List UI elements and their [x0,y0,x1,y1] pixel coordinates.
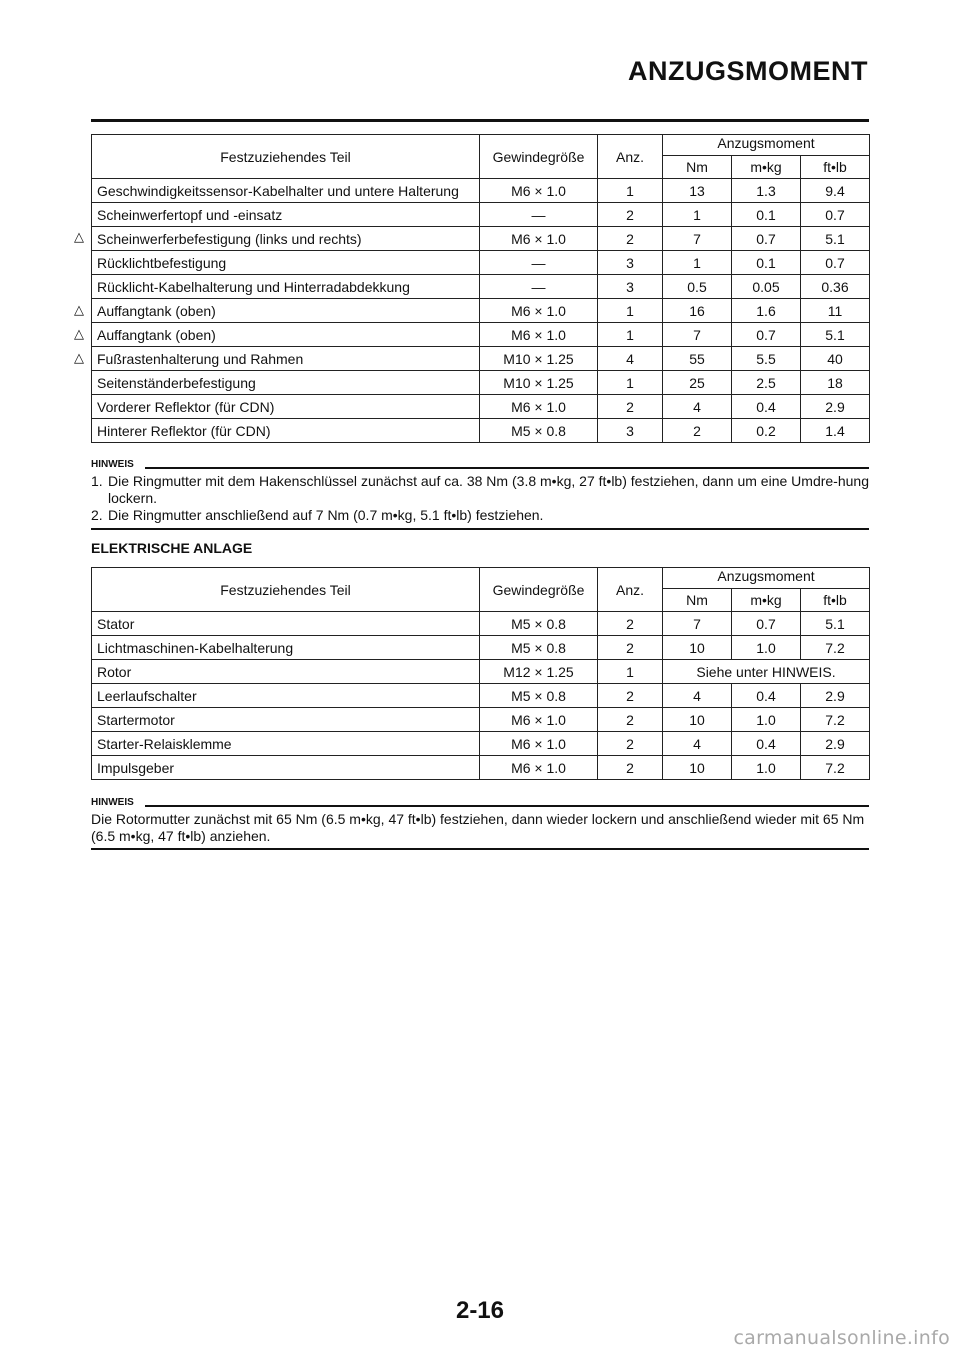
column-header-qty: Anz. [598,135,663,179]
note-heading [91,797,869,809]
cell-mkg: 0.1 [732,251,801,275]
column-header-qty: Anz. [598,568,663,612]
triangle-marker-icon: △ [74,325,84,341]
cell-qty: 2 [598,708,663,732]
column-header-torque: Anzugsmoment [663,135,870,156]
cell-ftlb: 11 [801,299,870,323]
cell-part: Lichtmaschinen-Kabelhalterung [92,636,480,660]
note-item-text: Die Ringmutter anschließend auf 7 Nm (0.7 m•kg, 5.1 ft•lb) festziehen. [108,507,544,523]
cell-qty: 4 [598,347,663,371]
table-row [92,323,870,347]
cell-thread: M6 × 1.0 [480,732,598,756]
cell-part: Fußrastenhalterung und Rahmen [92,347,480,371]
cell-qty: 1 [598,660,663,684]
cell-part: Vorderer Reflektor (für CDN) [92,395,480,419]
cell-part: Starter-Relaisklemme [92,732,480,756]
cell-part: Auffangtank (oben) [92,323,480,347]
cell-qty: 1 [598,179,663,203]
cell-ftlb: 9.4 [801,179,870,203]
cell-qty: 1 [598,323,663,347]
column-header-thread: Gewindegröße [480,568,598,612]
cell-nm: 10 [663,636,732,660]
cell-qty: 1 [598,371,663,395]
column-header-part: Festzuziehendes Teil [92,135,480,179]
table-row [92,251,870,275]
cell-mkg: 2.5 [732,371,801,395]
section-title: ELEKTRISCHE ANLAGE [91,540,253,556]
cell-qty: 2 [598,756,663,780]
cell-ftlb: 5.1 [801,612,870,636]
column-header-torque: Anzugsmoment [663,568,870,589]
cell-nm: 13 [663,179,732,203]
cell-qty: 2 [598,732,663,756]
note-end-rule [91,528,869,530]
watermark: carmanualsonline.info [733,1327,950,1349]
cell-thread: — [480,275,598,299]
cell-nm: 55 [663,347,732,371]
cell-thread: M6 × 1.0 [480,708,598,732]
note-heading [91,459,869,471]
cell-thread: M6 × 1.0 [480,756,598,780]
table-row [92,347,870,371]
cell-mkg: 0.1 [732,203,801,227]
cell-thread: M6 × 1.0 [480,227,598,251]
triangle-marker-icon: △ [74,349,84,365]
cell-thread: M10 × 1.25 [480,347,598,371]
cell-part: Leerlaufschalter [92,684,480,708]
cell-nm: 2 [663,419,732,443]
page-title: ANZUGSMOMENT [628,56,868,86]
cell-nm: 25 [663,371,732,395]
triangle-marker-icon: △ [74,301,84,317]
table-row [92,371,870,395]
cell-mkg: 1.3 [732,179,801,203]
column-header-mkg: m•kg [732,156,801,179]
table-row [92,660,870,684]
cell-mkg: 1.0 [732,756,801,780]
column-header-ftlb: ft•lb [801,156,870,179]
cell-qty: 2 [598,227,663,251]
cell-mkg: 5.5 [732,347,801,371]
cell-nm: 7 [663,612,732,636]
cell-mkg: 0.4 [732,732,801,756]
cell-thread: — [480,251,598,275]
note-label: HINWEIS [91,459,138,471]
cell-qty: 2 [598,636,663,660]
note-item-text: Die Ringmutter mit dem Hakenschlüssel zunächst auf ca. 38 Nm (3.8 m•kg, 27 ft•lb) festziehen, dann um eine Umdre-hung lockern. [108,473,869,506]
cell-nm: 10 [663,756,732,780]
cell-part: Rücklichtbefestigung [92,251,480,275]
cell-ftlb: 2.9 [801,732,870,756]
cell-thread: — [480,203,598,227]
cell-thread: M12 × 1.25 [480,660,598,684]
cell-ftlb: 0.36 [801,275,870,299]
cell-mkg: 0.7 [732,612,801,636]
cell-thread: M6 × 1.0 [480,395,598,419]
cell-nm: 7 [663,227,732,251]
cell-part: Scheinwerferbefestigung (links und rechts) [92,227,480,251]
cell-nm: 16 [663,299,732,323]
cell-ftlb: 0.7 [801,203,870,227]
cell-ftlb: 7.2 [801,636,870,660]
cell-part: Rotor [92,660,480,684]
cell-ftlb: 7.2 [801,708,870,732]
note-item-number: 2. [91,507,103,523]
cell-mkg: 0.7 [732,323,801,347]
cell-mkg: 1.0 [732,636,801,660]
cell-mkg: 0.4 [732,684,801,708]
cell-part: Scheinwerfertopf und -einsatz [92,203,480,227]
table-row [92,732,870,756]
table-row [92,299,870,323]
cell-thread: M6 × 1.0 [480,323,598,347]
cell-ftlb: 18 [801,371,870,395]
column-header-nm: Nm [663,156,732,179]
note-rule [145,805,869,807]
cell-part: Impulsgeber [92,756,480,780]
cell-ftlb: 1.4 [801,419,870,443]
cell-mkg: 0.05 [732,275,801,299]
note-end-rule [91,848,869,850]
triangle-marker-icon: △ [74,229,84,245]
cell-mkg: 1.0 [732,708,801,732]
cell-mkg: 0.4 [732,395,801,419]
cell-thread: M5 × 0.8 [480,612,598,636]
cell-ftlb: 40 [801,347,870,371]
cell-ftlb: 5.1 [801,227,870,251]
cell-part: Stator [92,612,480,636]
table-body [92,179,870,443]
table-row [92,395,870,419]
cell-qty: 3 [598,275,663,299]
cell-thread: M6 × 1.0 [480,179,598,203]
table-row [92,708,870,732]
cell-thread: M5 × 0.8 [480,419,598,443]
cell-part: Hinterer Reflektor (für CDN) [92,419,480,443]
torque-table-general [91,134,870,443]
cell-nm: 1 [663,203,732,227]
cell-nm: 1 [663,251,732,275]
table-row [92,756,870,780]
cell-part: Rücklicht-Kabelhalterung und Hinterradabdekkung [92,275,480,299]
cell-qty: 1 [598,299,663,323]
cell-qty: 2 [598,684,663,708]
note-item [91,473,869,507]
column-header-mkg: m•kg [732,589,801,612]
note-label: HINWEIS [91,797,138,809]
table-row [92,612,870,636]
cell-nm: 4 [663,732,732,756]
cell-ftlb: 7.2 [801,756,870,780]
cell-part: Startermotor [92,708,480,732]
note-rule [145,467,869,469]
cell-ftlb: 0.7 [801,251,870,275]
cell-mkg: 0.2 [732,419,801,443]
cell-part: Auffangtank (oben) [92,299,480,323]
cell-ftlb: 2.9 [801,395,870,419]
cell-nm: 4 [663,395,732,419]
cell-qty: 2 [598,612,663,636]
table-row [92,179,870,203]
torque-table-electrical [91,567,870,780]
cell-torque-note: Siehe unter HINWEIS. [663,660,870,684]
cell-nm: 7 [663,323,732,347]
note-item [91,507,869,524]
cell-nm: 0.5 [663,275,732,299]
title-rule [91,119,869,122]
page-number: 2-16 [455,1297,505,1324]
cell-thread: M6 × 1.0 [480,299,598,323]
cell-ftlb: 5.1 [801,323,870,347]
note-item-number: 1. [91,473,103,489]
column-header-part: Festzuziehendes Teil [92,568,480,612]
cell-nm: 4 [663,684,732,708]
cell-nm: 10 [663,708,732,732]
cell-ftlb: 2.9 [801,684,870,708]
column-header-ftlb: ft•lb [801,589,870,612]
column-header-thread: Gewindegröße [480,135,598,179]
table-row [92,419,870,443]
cell-qty: 2 [598,203,663,227]
note-list [91,473,869,524]
table-row [92,275,870,299]
cell-part: Geschwindigkeitssensor-Kabelhalter und untere Halterung [92,179,480,203]
table-body [92,612,870,780]
cell-mkg: 1.6 [732,299,801,323]
cell-mkg: 0.7 [732,227,801,251]
cell-qty: 2 [598,395,663,419]
cell-thread: M5 × 0.8 [480,684,598,708]
column-header-nm: Nm [663,589,732,612]
cell-thread: M5 × 0.8 [480,636,598,660]
table-row [92,636,870,660]
cell-part: Seitenständerbefestigung [92,371,480,395]
note-text: Die Rotormutter zunächst mit 65 Nm (6.5 m•kg, 47 ft•lb) festziehen, dann wieder lockern und anschließend wieder mit 65 Nm (6.5 m•kg, 47 ft•lb) anziehen. [91,811,865,844]
cell-qty: 3 [598,251,663,275]
table-row [92,203,870,227]
cell-qty: 3 [598,419,663,443]
table-row [92,227,870,251]
cell-thread: M10 × 1.25 [480,371,598,395]
table-row [92,684,870,708]
